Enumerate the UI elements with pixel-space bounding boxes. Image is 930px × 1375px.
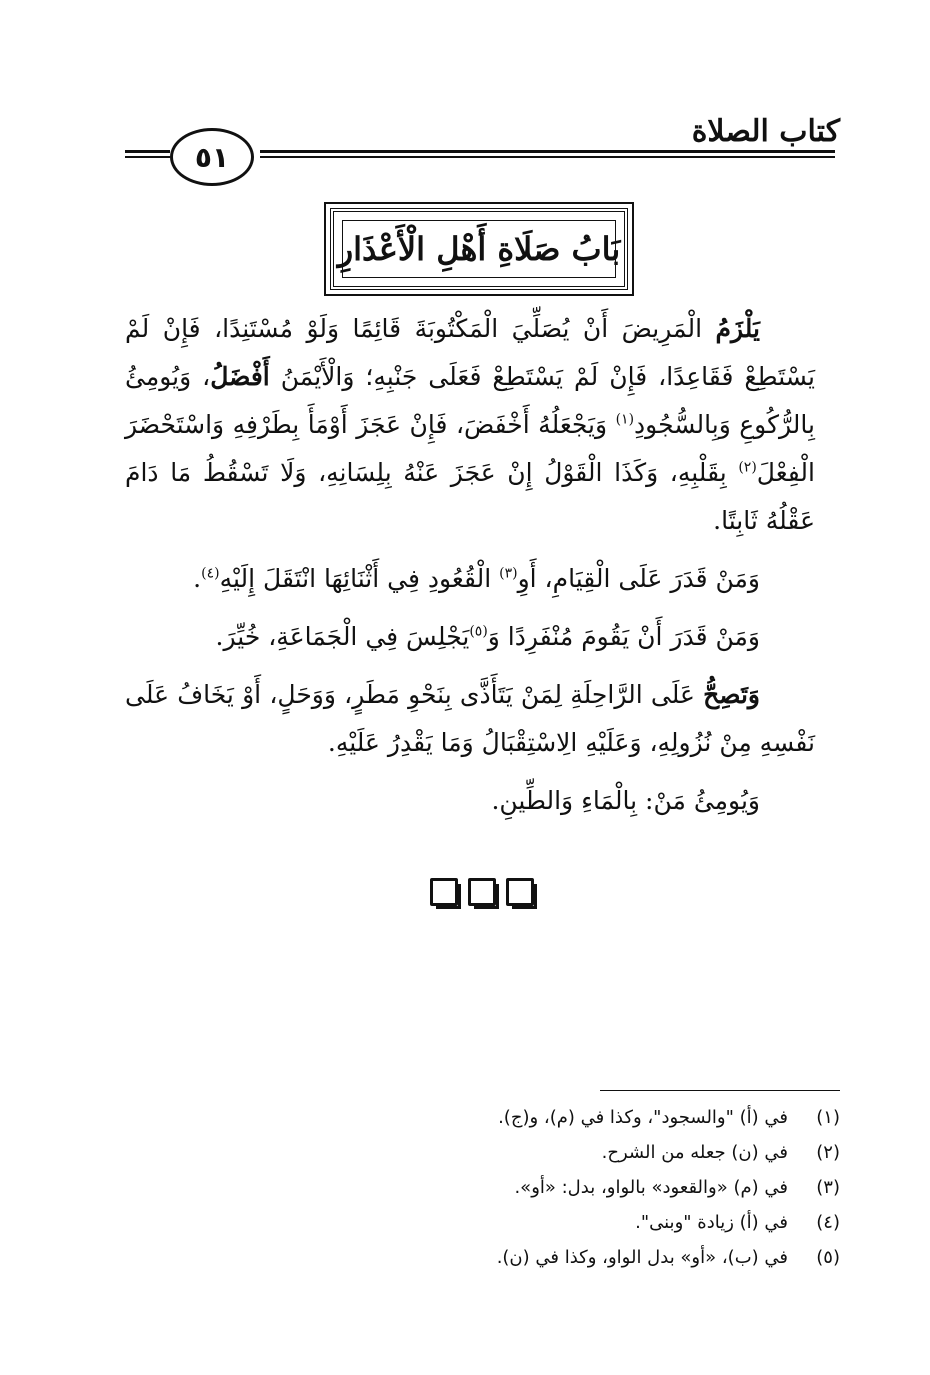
emphasis-word: أَفْضَلُ [210,362,270,391]
footnote-number: (١) [816,1107,840,1128]
main-text [125,305,815,835]
footnote-item [300,1240,840,1275]
footnote-item [300,1170,840,1205]
footnote-text: في (أ) زيادة "وبنى". [635,1212,788,1233]
header-rule-right-thin [260,156,835,158]
footnote-text: في (ب)، «أو» بدل الواو، وكذا في (ن). [496,1247,788,1268]
lead-word: يَلْزَمُ [715,314,760,343]
footnote-number: (٢) [816,1142,840,1163]
paragraph-4 [125,671,815,767]
paragraph-1 [125,305,815,545]
footnote-text: في (أ) "والسجود"، وكذا في (م)، و(ج). [498,1107,788,1128]
footnote-text: في (م) «والقعود» بالواو، بدل: «أو». [514,1177,788,1198]
chapter-heading-frame [330,208,628,290]
paragraph-5: وَيُومِئُ مَنْ: بِالْمَاءِ وَالطِّينِ. [491,786,760,815]
footnote-ref[interactable]: (٣) [499,565,518,582]
paragraph-2 [125,555,815,603]
footnote-item [300,1135,840,1170]
paragraph-3 [125,613,815,661]
footnote-divider [600,1090,840,1091]
separator-box-icon [430,878,458,906]
text-run: بِقَلْبِهِ، وَكَذَا الْقَوْلُ إِنْ عَجَزَ عَنْهُ بِلِسَانِهِ، وَلَا تَسْقُطُ مَا دَامَ عَقْلُهُ ثَابِتًا. [125,458,815,535]
header-rule-left [125,150,170,153]
separator-box-icon [506,878,534,906]
text-run: يَجْلِسَ فِي الْجَمَاعَةِ، خُيِّرَ. [215,622,470,651]
text-run: . [193,564,202,593]
text-run: وَيَجْعَلُهُ أَخْفَضَ، فَإِنْ عَجَزَ أَوْمَأَ بِطَرْفِهِ وَاسْتَحْضَرَ الْفِعْلَ [125,410,815,487]
footnote-item [300,1100,840,1135]
text-run: وَمَنْ قَدَرَ عَلَى الْقِيَامِ، أَوِ [517,564,760,593]
text-run: وَمَنْ قَدَرَ أَنْ يَقُومَ مُنْفَرِدًا وَ [487,622,760,651]
header-rule-right [260,150,835,153]
page-number: ٥١ [170,128,254,186]
text-run: الْقُعُودِ فِي أَثْنَائِهَا انْتَقَلَ إِلَيْهِ [219,564,500,593]
book-title: كتاب الصلاة [691,114,840,149]
footnote-ref[interactable]: (٢) [738,459,757,476]
chapter-title: بَابُ صَلَاةِ أَهْلِ الْأَعْذَارِ [337,230,621,268]
footnote-number: (٣) [816,1177,840,1198]
footnote-ref[interactable]: (١) [615,411,635,428]
lead-word: وَتَصِحُّ [703,680,760,709]
text-run: عَلَى الرَّاحِلَةِ لِمَنْ يَتَأَذَّى بِنَحْوِ مَطَرٍ، وَوَحَلٍ، أَوْ يَخَافُ عَلَى نَفْسِهِ مِنْ نُزُولِهِ، وَعَلَيْهِ الِاسْتِقْبَالُ وَمَا يَقْدِرُ عَلَيْهِ. [125,680,815,757]
footnote-ref[interactable]: (٥) [469,623,488,640]
footnote-text: في (ن) جعله من الشرح. [601,1142,788,1163]
footnote-number: (٤) [816,1212,840,1233]
text-run: الْمَرِيضَ أَنْ يُصَلِّيَ الْمَكْتُوبَةَ قَائِمًا وَلَوْ مُسْتَنِدًا، فَإِنْ لَمْ يَسْتَطِعْ فَقَاعِدًا، فَإِنْ لَمْ يَسْتَطِعْ فَعَلَى جَنْبِهِ؛ وَالْأَيْمَنُ [125,314,815,391]
header-rule-left-thin [125,156,170,158]
footnote-ref[interactable]: (٤) [201,565,220,582]
section-separator [430,878,540,908]
footnotes [300,1100,840,1275]
footnote-number: (٥) [816,1247,840,1268]
footnote-item [300,1205,840,1240]
separator-box-icon [468,878,496,906]
text-run: ، وَيُومِئُ بِالرُّكُوعِ وَبِالسُّجُودِ [125,362,815,439]
